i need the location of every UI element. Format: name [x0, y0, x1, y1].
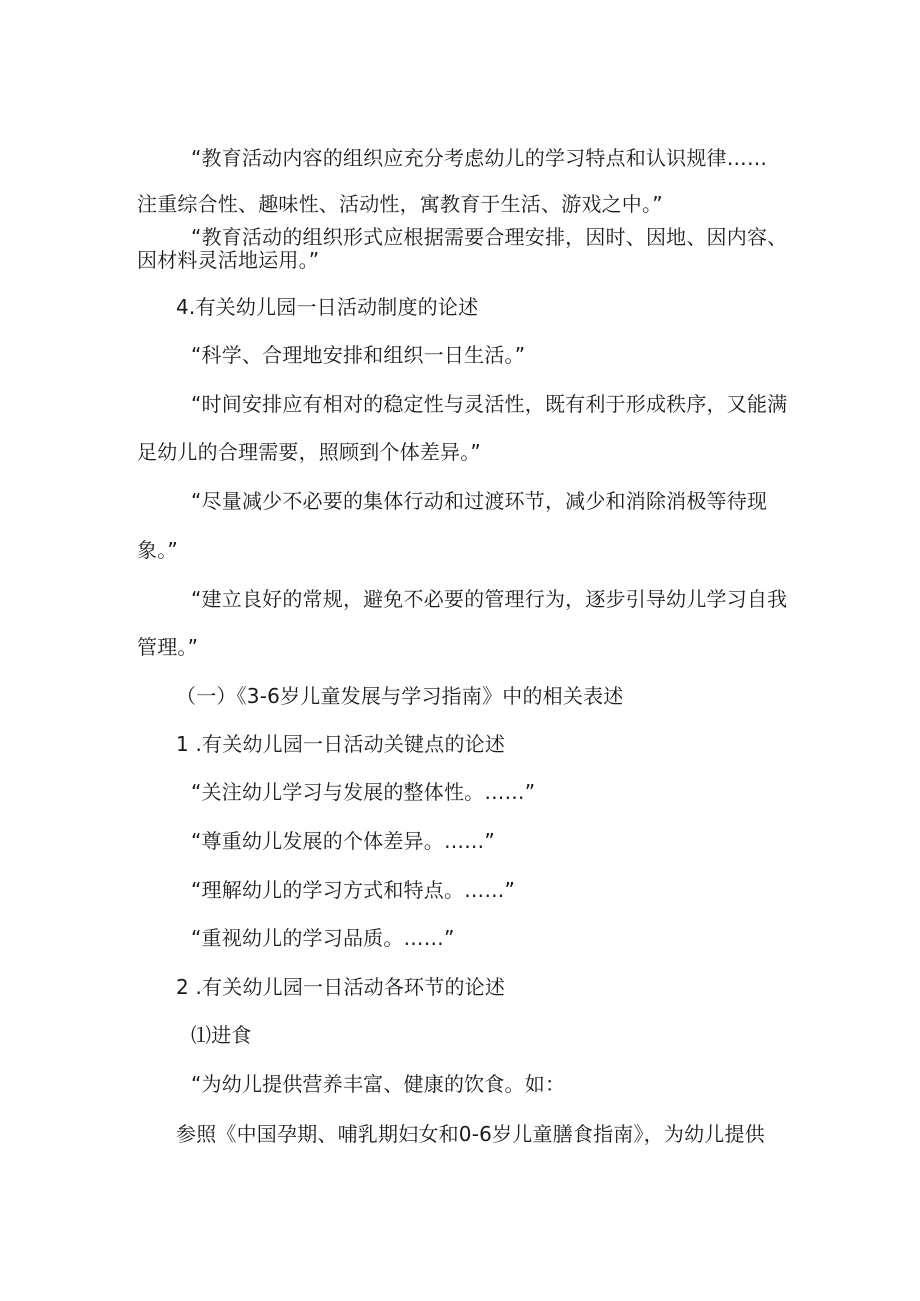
paragraph-line: “尽量减少不必要的集体行动和过渡环节，减少和消除消极等待现: [191, 489, 768, 513]
paragraph-line: 因材料灵活地运用。”: [137, 248, 320, 272]
paragraph-line: “为幼儿提供营养丰富、健康的饮食。如：: [191, 1072, 566, 1096]
paragraph-line: 参照《中国孕期、哺乳期妇女和0-6岁儿童膳食指南》，为幼儿提供: [176, 1122, 765, 1146]
paragraph-line: 足幼儿的合理需要，照顾到个体差异。”: [137, 440, 481, 464]
quote-line: “尊重幼儿发展的个体差异。……”: [191, 829, 495, 853]
item-heading: ⑴进食: [191, 1023, 252, 1047]
section-heading: 4.有关幼儿园一日活动制度的论述: [176, 295, 479, 319]
paragraph-line: “时间安排应有相对的稳定性与灵活性，既有利于形成秩序，又能满: [191, 392, 788, 416]
quote-line: “理解幼儿的学习方式和特点。……”: [191, 878, 516, 902]
quote-line: “重视幼儿的学习品质。……”: [191, 926, 455, 950]
paragraph-line: “科学、合理地安排和组织一日生活。”: [191, 343, 526, 367]
subsection-heading: 1 .有关幼儿园一日活动关键点的论述: [176, 732, 506, 756]
quote-line: “关注幼儿学习与发展的整体性。……”: [191, 780, 536, 804]
paragraph-line: “教育活动的组织形式应根据需要合理安排，因时、因地、因内容、: [191, 225, 788, 249]
paragraph-line: “教育活动内容的组织应充分考虑幼儿的学习特点和认识规律……: [191, 146, 768, 170]
subsection-heading: 2 .有关幼儿园一日活动各环节的论述: [176, 975, 506, 999]
paragraph-line: “建立良好的常规，避免不必要的管理行为，逐步引导幼儿学习自我: [191, 587, 788, 611]
paragraph-line: 注重综合性、趣味性、活动性，寓教育于生活、游戏之中。”: [137, 192, 663, 216]
paragraph-line: 象。”: [137, 538, 178, 562]
section-heading: （一）《3-6岁儿童发展与学习指南》中的相关表述: [176, 684, 624, 708]
paragraph-line: 管理。”: [137, 635, 199, 659]
